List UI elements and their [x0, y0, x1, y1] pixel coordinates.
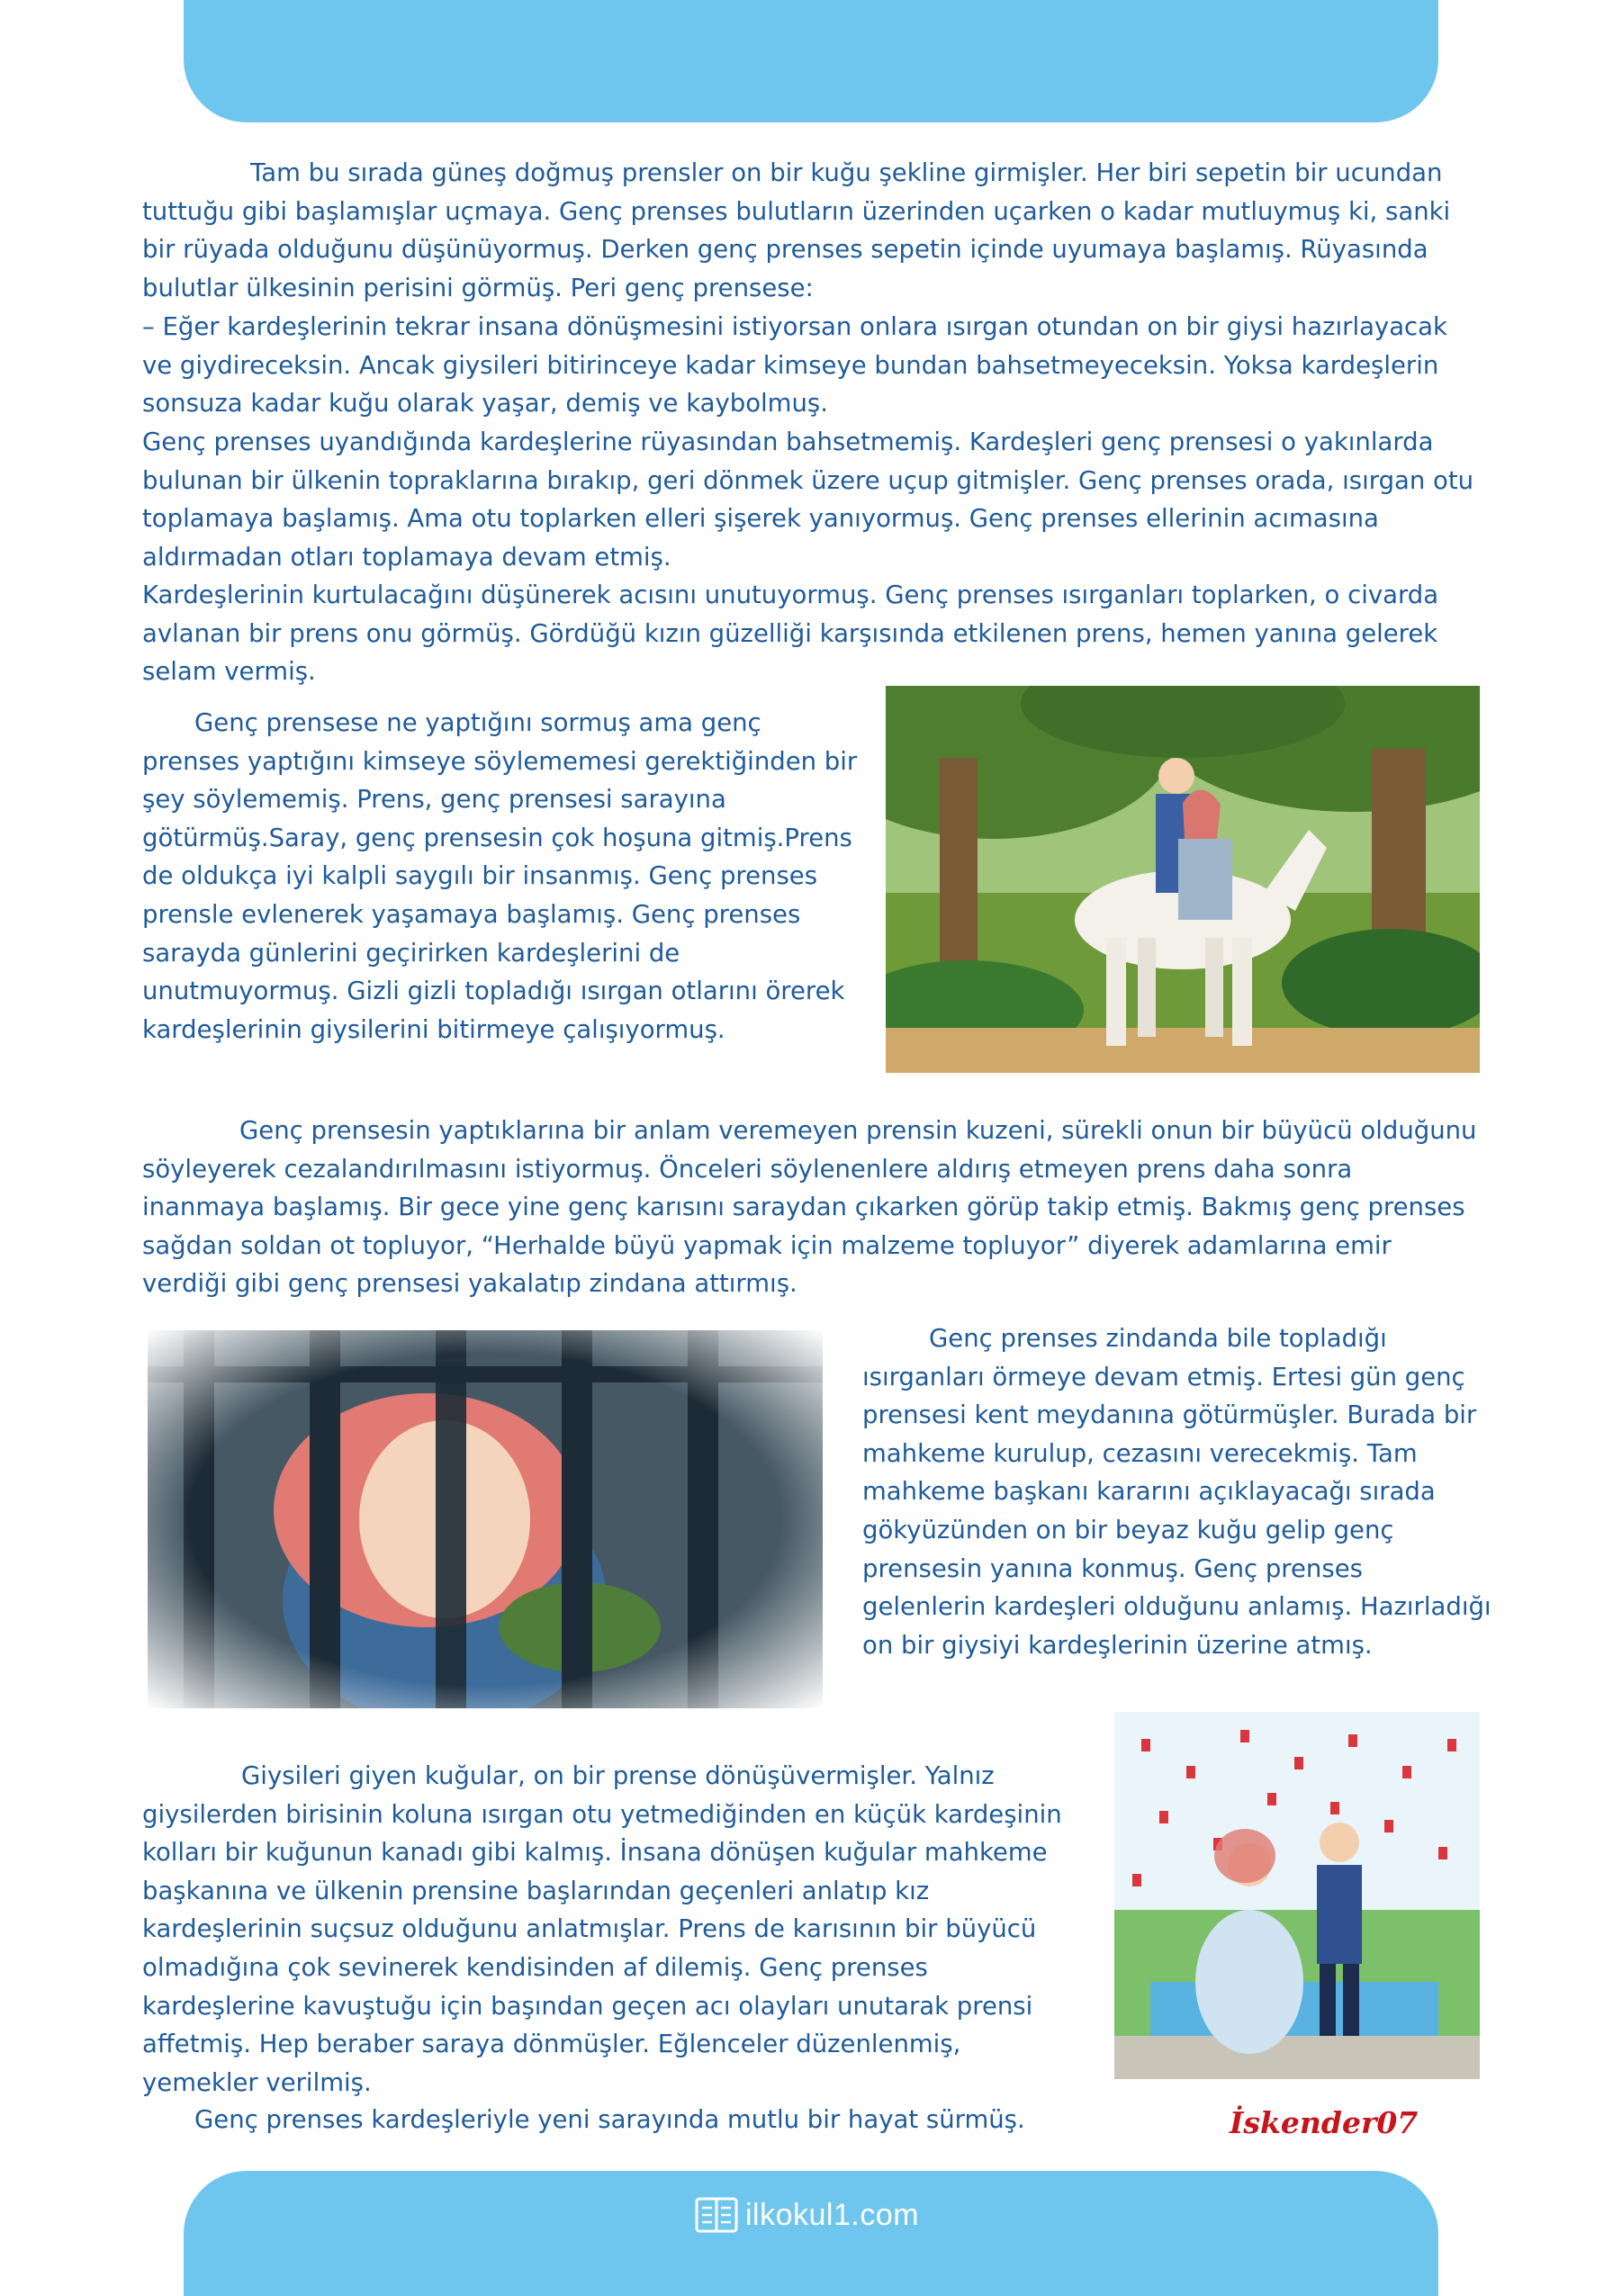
paragraph-9: Genç prenses kardeşleriyle yeni sarayında mutlu bir hayat sürmüş. [194, 2105, 1025, 2134]
author-signature: İskender07 [1230, 2105, 1419, 2140]
site-logo[interactable] [695, 2192, 919, 2237]
paragraph-6: Genç prensesin yaptıklarına bir anlam veremeyen prensin kuzeni, sürekli onun bir büyücü olduğunu söyleyerek cezalandırılmasını istiyormuş. Önceleri söylenenlere aldırış etmeyen prens daha sonra inanmaya başlamış. Bir gece yine genç karısını saraydan çıkarken görüp takip etmiş. Bakmış genç prenses sağdan soldan ot topluyor, “Herhalde büyü yapmak için malzeme topluyor” diyerek adamlarına emir verdiği gibi genç prensesi yakalatıp zindana attırmış. [142, 1116, 1477, 1299]
dungeon-illustration [148, 1330, 823, 1708]
paragraph-3: Genç prenses uyandığında kardeşlerine rüyasından bahsetmemiş. Kardeşleri genç prensesi o yakınlarda bulunan bir ülkenin topraklarına bırakıp, geri dönmek üzere uçup gitmişler. Genç prenses orada, ısırgan otu toplamaya başlamış. Ama otu toplarken elleri şişerek yanıyormuş. Genç prenses ellerinin acımasına aldırmadan otları toplamaya devam etmiş. [142, 428, 1474, 572]
open-book-icon [695, 2195, 738, 2235]
paragraph-5: Genç prensese ne yaptığını sormuş ama genç prenses yaptığını kimseye söylememesi gerektiğinden bir şey söylememiş. Prens, genç prensesi sarayına götürmüş.Saray, genç prensesin çok hoşuna gitmiş.Prens de oldukça iyi kalpli saygılı bir insanmış. Genç prenses prensle evlenerek yaşamaya başlamış. Genç prenses sarayda günlerini geçirirken kardeşlerini de unutmuyormuş. Gizli gizli topladığı ısırgan otlarını örerek kardeşlerinin giysilerini bitirmeye çalışıyormuş. [142, 708, 858, 1044]
wedding-illustration [1114, 1712, 1480, 2079]
horse-ride-illustration [886, 686, 1480, 1073]
paragraph-2: – Eğer kardeşlerinin tekrar insana dönüşmesini istiyorsan onlara ısırgan otundan on bir giysi hazırlayacak ve giydireceksin. Ancak giysileri bitirinceye kadar kimseye bundan bahsetmeyeceksin. Yoksa kardeşlerin sonsuza kadar kuğu olarak yaşar, demiş ve kaybolmuş. [142, 312, 1447, 419]
paragraph-4: Kardeşlerinin kurtulacağını düşünerek acısını unutuyormuş. Genç prenses ısırganları toplarken, o civarda avlanan bir prens onu görmüş. Gördüğü kızın güzelliği karşısında etkilenen prens, hemen yanına gelerek selam vermiş. [142, 581, 1439, 687]
logo-text: ilkokul1.com [745, 2197, 920, 2232]
paragraph-7: Genç prenses zindanda bile topladığı ısırganları örmeye devam etmiş. Ertesi gün genç prensesi kent meydanına götürmüşler. Burada bir mahkeme kurulup, cezasını verecekmiş. Tam mahkeme başkanı kararını açıklayacağı sırada gökyüzünden on bir beyaz kuğu gelip genç prensesin yanına konmuş. Genç prenses gelenlerin kardeşleri olduğunu anlamış. Hazırladığı on bir giysiyi kardeşlerinin üzerine atmış. [862, 1324, 1491, 1660]
paragraph-8: Giysileri giyen kuğular, on bir prense dönüşüvermişler. Yalnız giysilerden birisinin koluna ısırgan otu yetmediğinden en küçük kardeşinin kolları bir kuğunun kanadı gibi kalmış. İnsana dönüşen kuğular mahkeme başkanına ve ülkenin prensine başlarından geçenleri anlatıp kız kardeşlerinin suçsuz olduğunu anlatmışlar. Prens de karısının bir büyücü olmadığına çok sevinerek kendisinden af dilemiş. Genç prenses kardeşlerine kavuştuğu için başından geçen acı olayları unutarak prensi affetmiş. Hep beraber saraya dönmüşler. Eğlenceler düzenlenmiş, yemekler verilmiş. [142, 1761, 1062, 2097]
paragraph-1: Tam bu sırada güneş doğmuş prensler on bir kuğu şekline girmişler. Her biri sepetin bir ucundan tuttuğu gibi başlamışlar uçmaya. Genç prenses bulutların üzerinden uçarken o kadar mutluymuş ki, sanki bir rüyada olduğunu düşünüyormuş. Derken genç prenses sepetin içinde uyumaya başlamış. Rüyasında bulutlar ülkesinin perisini görmüş. Peri genç prensese: [142, 158, 1451, 302]
header-band [184, 0, 1438, 122]
